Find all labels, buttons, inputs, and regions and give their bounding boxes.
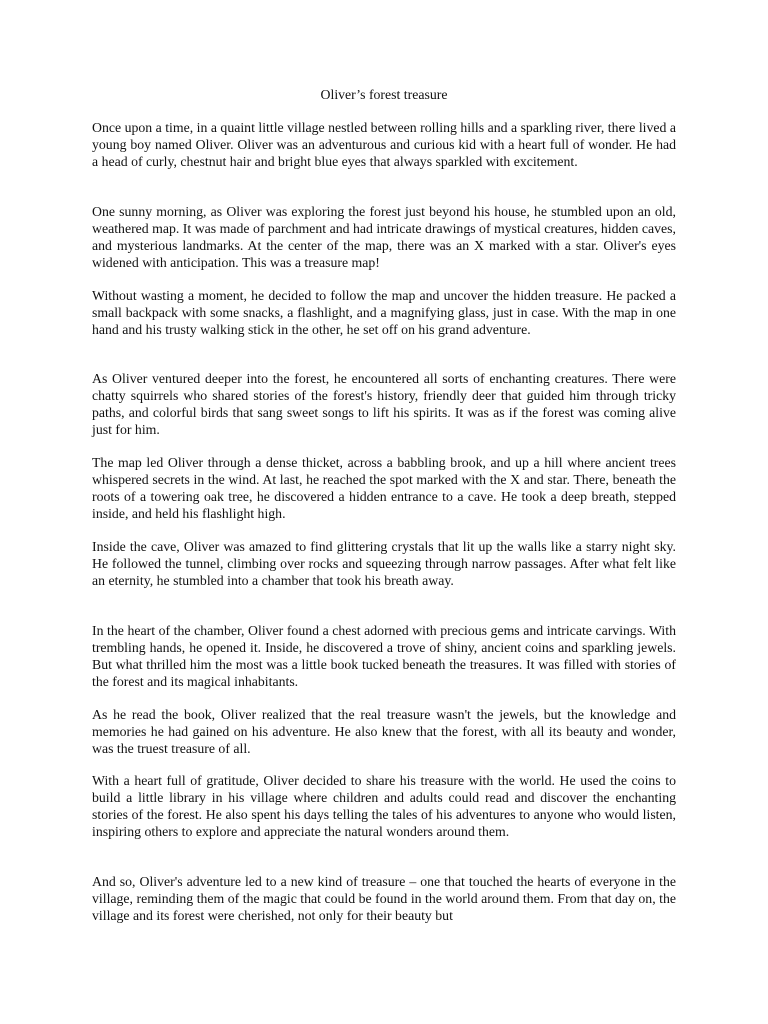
- paragraph-2: One sunny morning, as Oliver was exploring the forest just beyond his house, he stumbled upon an old, weathered map. It was made of parchment and had intricate drawings of mystical creatures, hidden caves, and mysterious landmarks. At the center of the map, there was an X marked with a star. Oliver's eyes widened with anticipation. This was a treasure map!: [92, 204, 676, 270]
- paragraph-4: As Oliver ventured deeper into the forest, he encountered all sorts of enchanting creatures. There were chatty squirrels who shared stories of the forest's history, friendly deer that guided him through tricky paths, and colorful birds that sang sweet songs to lift his spirits. It was as if the forest was coming alive just for him.: [92, 371, 676, 437]
- paragraph-8: As he read the book, Oliver realized that the real treasure wasn't the jewels, but the knowledge and memories he had gained on his adventure. He also knew that the forest, with all its beauty and wonder, was the truest treasure of all.: [92, 707, 676, 756]
- paragraph-3: Without wasting a moment, he decided to follow the map and uncover the hidden treasure. He packed a small backpack with some snacks, a flashlight, and a magnifying glass, just in case. With the map in one hand and his trusty walking stick in the other, he set off on his grand adventure.: [92, 288, 676, 337]
- paragraph-1: Once upon a time, in a quaint little village nestled between rolling hills and a sparkling river, there lived a young boy named Oliver. Oliver was an adventurous and curious kid with a heart full of wonder. He had a head of curly, chestnut hair and bright blue eyes that always sparkled with excitement.: [92, 120, 676, 169]
- paragraph-6: Inside the cave, Oliver was amazed to find glittering crystals that lit up the walls like a starry night sky. He followed the tunnel, climbing over rocks and squeezing through narrow passages. After what felt like an eternity, he stumbled into a chamber that took his breath away.: [92, 539, 676, 588]
- paragraph-5: The map led Oliver through a dense thicket, across a babbling brook, and up a hill where ancient trees whispered secrets in the wind. At last, he reached the spot marked with the X and star. There, beneath the roots of a towering oak tree, he discovered a hidden entrance to a cave. He took a deep breath, stepped inside, and held his flashlight high.: [92, 455, 676, 521]
- document-title: Oliver’s forest treasure: [320, 87, 448, 102]
- paragraph-10: And so, Oliver's adventure led to a new kind of treasure – one that touched the hearts of everyone in the village, reminding them of the magic that could be found in the world around them. From that day on, the village and its forest were cherished, not only for their beauty but: [92, 874, 676, 923]
- paragraph-7: In the heart of the chamber, Oliver found a chest adorned with precious gems and intricate carvings. With trembling hands, he opened it. Inside, he discovered a trove of shiny, ancient coins and sparkling jewels. But what thrilled him the most was a little book tucked beneath the treasures. It was filled with stories of the forest and its magical inhabitants.: [92, 623, 676, 689]
- paragraph-9: With a heart full of gratitude, Oliver decided to share his treasure with the world. He used the coins to build a little library in his village where children and adults could read and discover the enchanting stories of the forest. He also spent his days telling the tales of his adventures to anyone who would listen, inspiring others to explore and appreciate the natural wonders around them.: [92, 773, 676, 839]
